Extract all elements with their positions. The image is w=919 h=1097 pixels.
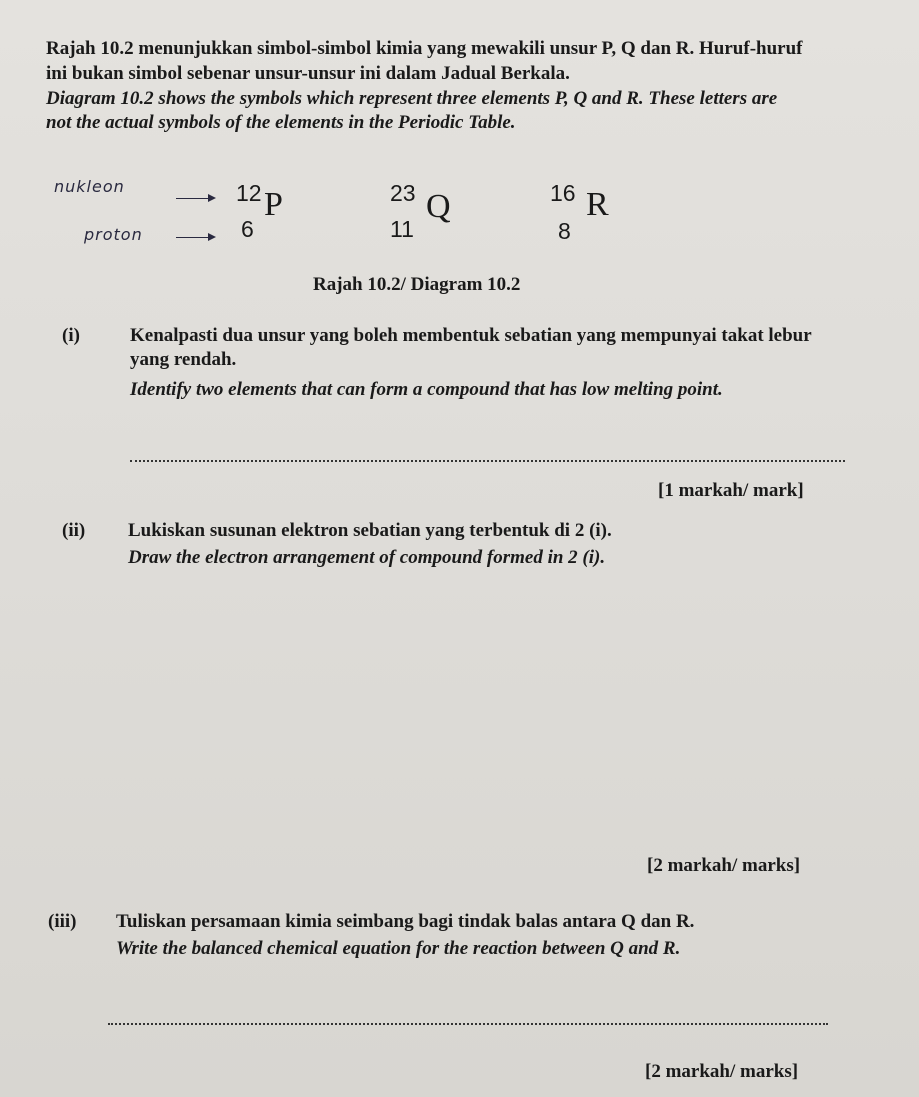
question-3-number: (iii) xyxy=(48,911,77,932)
element-letter: Q xyxy=(426,188,451,225)
diagram-caption: Rajah 10.2/ Diagram 10.2 xyxy=(313,274,521,295)
question-2-marks: [2 markah/ marks] xyxy=(647,855,801,876)
element-symbol-p xyxy=(236,180,316,250)
intro-line-2: ini bukan simbol sebenar unsur-unsur ini dalam Jadual Berkala. xyxy=(46,63,570,84)
question-2-english: Draw the electron arrangement of compound formed in 2 (i). xyxy=(128,547,606,568)
intro-line-3: Diagram 10.2 shows the symbols which represent three elements P, Q and R. These letters are xyxy=(46,88,778,109)
question-1-number: (i) xyxy=(62,325,80,346)
element-letter: P xyxy=(264,186,283,223)
atomic-number: 6 xyxy=(241,216,254,242)
intro-line-1: Rajah 10.2 menunjukkan simbol-simbol kimia yang mewakili unsur P, Q dan R. Huruf-huruf xyxy=(46,38,803,59)
nucleon-annotation: nukleon xyxy=(54,177,125,196)
drawing-area[interactable] xyxy=(128,580,828,850)
intro-line-4: not the actual symbols of the elements in the Periodic Table. xyxy=(46,112,516,133)
element-symbol-q xyxy=(390,180,470,250)
atomic-number: 11 xyxy=(390,216,414,242)
question-1-marks: [1 markah/ mark] xyxy=(658,480,804,501)
question-1-english: Identify two elements that can form a compound that has low melting point. xyxy=(130,379,723,400)
question-1-malay-line-2: yang rendah. xyxy=(130,349,237,370)
answer-line-3[interactable] xyxy=(108,1023,828,1025)
mass-number: 23 xyxy=(390,180,416,206)
question-3-malay: Tuliskan persamaan kimia seimbang bagi tindak balas antara Q dan R. xyxy=(116,911,695,932)
element-letter: R xyxy=(586,186,609,223)
atomic-number: 8 xyxy=(558,218,571,244)
question-2-malay: Lukiskan susunan elektron sebatian yang terbentuk di 2 (i). xyxy=(128,520,612,541)
proton-arrow-icon xyxy=(176,237,214,238)
mass-number: 16 xyxy=(550,180,576,206)
question-3-english: Write the balanced chemical equation for the reaction between Q and R. xyxy=(116,938,681,959)
mass-number: 12 xyxy=(236,180,262,206)
question-1-malay-line-1: Kenalpasti dua unsur yang boleh membentuk sebatian yang mempunyai takat lebur xyxy=(130,325,812,346)
answer-line-1[interactable] xyxy=(130,460,845,462)
proton-annotation: proton xyxy=(84,225,143,244)
nucleon-arrow-icon xyxy=(176,198,214,199)
question-2-number: (ii) xyxy=(62,520,86,541)
element-symbol-r xyxy=(550,180,630,250)
question-3-marks: [2 markah/ marks] xyxy=(645,1061,799,1082)
